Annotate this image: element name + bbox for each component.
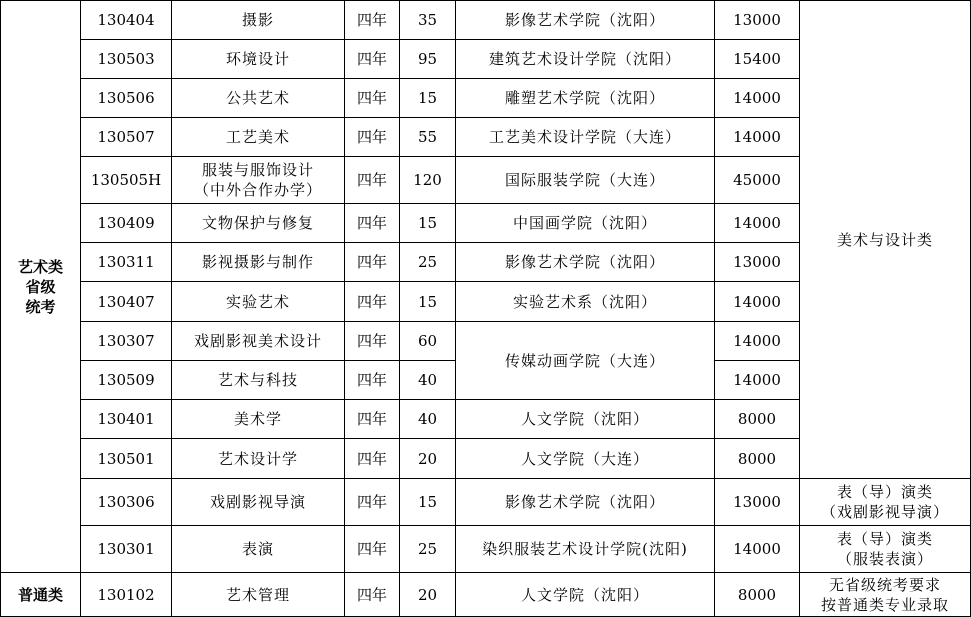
study-duration: 四年	[345, 40, 400, 79]
cell-line: 统考	[25, 297, 56, 316]
enrollment-quota: 15	[400, 282, 456, 322]
cell-line: 工艺美术	[225, 128, 290, 146]
study-duration: 四年	[345, 479, 400, 526]
cell-line: 艺术管理	[225, 585, 290, 604]
study-duration: 四年	[345, 322, 400, 361]
enrollment-quota: 40	[400, 361, 456, 400]
study-duration: 四年	[345, 118, 400, 157]
cell-line: 表（导）演类	[836, 483, 933, 501]
study-duration: 四年	[345, 361, 400, 400]
college-name: 中国画学院（沈阳）	[456, 204, 715, 243]
college-name: 实验艺术系（沈阳）	[456, 282, 715, 322]
cell-line: 艺术设计学	[217, 449, 298, 468]
enrollment-quota: 15	[400, 204, 456, 243]
cell-line: （戏剧影视导演）	[820, 503, 949, 521]
college-name: 建筑艺术设计学院（沈阳）	[456, 40, 715, 79]
major-name	[172, 322, 345, 361]
enrollment-quota: 40	[400, 400, 456, 439]
major-name	[172, 282, 345, 322]
tuition-fee: 13000	[715, 243, 800, 282]
enrollment-quota: 25	[400, 526, 456, 573]
table-row	[1, 573, 971, 617]
major-code: 130506	[81, 79, 172, 118]
major-code: 130501	[81, 439, 172, 479]
study-duration: 四年	[345, 400, 400, 439]
major-code: 130102	[81, 573, 172, 617]
study-duration: 四年	[345, 439, 400, 479]
college-name: 影像艺术学院（沈阳）	[456, 1, 715, 40]
major-code: 130409	[81, 204, 172, 243]
study-duration: 四年	[345, 526, 400, 573]
major-name	[172, 1, 345, 40]
enrollment-quota: 20	[400, 439, 456, 479]
major-code: 130505H	[81, 157, 172, 204]
section-label	[1, 573, 81, 617]
tuition-fee: 45000	[715, 157, 800, 204]
college-name: 人文学院（沈阳）	[456, 400, 715, 439]
study-duration: 四年	[345, 243, 400, 282]
enrollment-quota: 35	[400, 1, 456, 40]
major-code: 130507	[81, 118, 172, 157]
cell-line: 戏剧影视美术设计	[193, 332, 322, 350]
cell-line: 服装与服饰设计	[201, 161, 314, 179]
cell-line: 普通类	[17, 585, 63, 604]
cell-line: 艺术类	[17, 257, 63, 276]
major-code: 130509	[81, 361, 172, 400]
college-name: 人文学院（大连）	[456, 439, 715, 479]
enrollment-quota: 25	[400, 243, 456, 282]
major-code: 130401	[81, 400, 172, 439]
college-name: 染织服装艺术设计学院(沈阳)	[456, 526, 715, 573]
cell-line: 艺术与科技	[217, 371, 298, 389]
cell-line: 表（导）演类	[836, 530, 933, 548]
study-duration: 四年	[345, 282, 400, 322]
tuition-fee: 14000	[715, 361, 800, 400]
major-code: 130301	[81, 526, 172, 573]
enrollment-quota: 120	[400, 157, 456, 204]
major-code: 130404	[81, 1, 172, 40]
cell-line: 按普通类专业录取	[820, 595, 949, 614]
major-code: 130311	[81, 243, 172, 282]
study-duration: 四年	[345, 573, 400, 617]
exam-category	[800, 526, 971, 573]
cell-line: 摄影	[241, 11, 274, 29]
major-name	[172, 118, 345, 157]
study-duration: 四年	[345, 157, 400, 204]
table-row	[1, 526, 971, 573]
tuition-fee: 8000	[715, 573, 800, 617]
study-duration: 四年	[345, 1, 400, 40]
cell-line: 公共艺术	[225, 89, 290, 107]
enrollment-quota: 55	[400, 118, 456, 157]
major-code: 130307	[81, 322, 172, 361]
college-name: 国际服装学院（大连）	[456, 157, 715, 204]
major-name	[172, 573, 345, 617]
tuition-fee: 13000	[715, 479, 800, 526]
college-name: 影像艺术学院（沈阳）	[456, 243, 715, 282]
major-name	[172, 204, 345, 243]
study-duration: 四年	[345, 204, 400, 243]
major-name	[172, 526, 345, 573]
cell-line: 无省级统考要求	[828, 575, 941, 594]
tuition-fee: 14000	[715, 79, 800, 118]
major-name	[172, 439, 345, 479]
enrollment-quota: 95	[400, 40, 456, 79]
table-row	[1, 1, 971, 40]
major-name	[172, 40, 345, 79]
cell-line: （中外合作办学）	[193, 181, 322, 199]
enrollment-quota: 15	[400, 479, 456, 526]
cell-line: 表演	[241, 540, 274, 558]
tuition-fee: 14000	[715, 526, 800, 573]
major-name	[172, 400, 345, 439]
tuition-fee: 15400	[715, 40, 800, 79]
major-name	[172, 243, 345, 282]
cell-line: 省级	[25, 277, 56, 296]
college-name: 雕塑艺术学院（沈阳）	[456, 79, 715, 118]
table-row	[1, 479, 971, 526]
cell-line: （服装表演）	[836, 550, 933, 568]
cell-line: 环境设计	[225, 50, 290, 68]
college-name: 影像艺术学院（沈阳）	[456, 479, 715, 526]
major-code: 130306	[81, 479, 172, 526]
college-name: 工艺美术设计学院（大连）	[456, 118, 715, 157]
cell-line: 美术学	[233, 410, 282, 428]
tuition-fee: 8000	[715, 439, 800, 479]
tuition-fee: 13000	[715, 1, 800, 40]
tuition-fee: 14000	[715, 118, 800, 157]
cell-line: 文物保护与修复	[201, 214, 314, 232]
major-name	[172, 479, 345, 526]
tuition-fee: 14000	[715, 204, 800, 243]
college-name: 人文学院（沈阳）	[456, 573, 715, 617]
tuition-fee: 14000	[715, 282, 800, 322]
enrollment-quota: 60	[400, 322, 456, 361]
college-name: 传媒动画学院（大连）	[456, 322, 715, 400]
tuition-fee: 14000	[715, 322, 800, 361]
exam-category	[800, 479, 971, 526]
tuition-fee: 8000	[715, 400, 800, 439]
enrollment-quota: 20	[400, 573, 456, 617]
cell-line: 美术与设计类	[836, 230, 933, 249]
major-name	[172, 79, 345, 118]
exam-category	[800, 573, 971, 617]
major-name	[172, 157, 345, 204]
major-code: 130503	[81, 40, 172, 79]
table-body	[1, 1, 971, 617]
major-name	[172, 361, 345, 400]
exam-category	[800, 1, 971, 479]
major-code: 130407	[81, 282, 172, 322]
section-label	[1, 1, 81, 573]
cell-line: 实验艺术	[225, 292, 290, 311]
study-duration: 四年	[345, 79, 400, 118]
enrollment-quota: 15	[400, 79, 456, 118]
cell-line: 戏剧影视导演	[209, 493, 306, 511]
cell-line: 影视摄影与制作	[201, 253, 314, 271]
